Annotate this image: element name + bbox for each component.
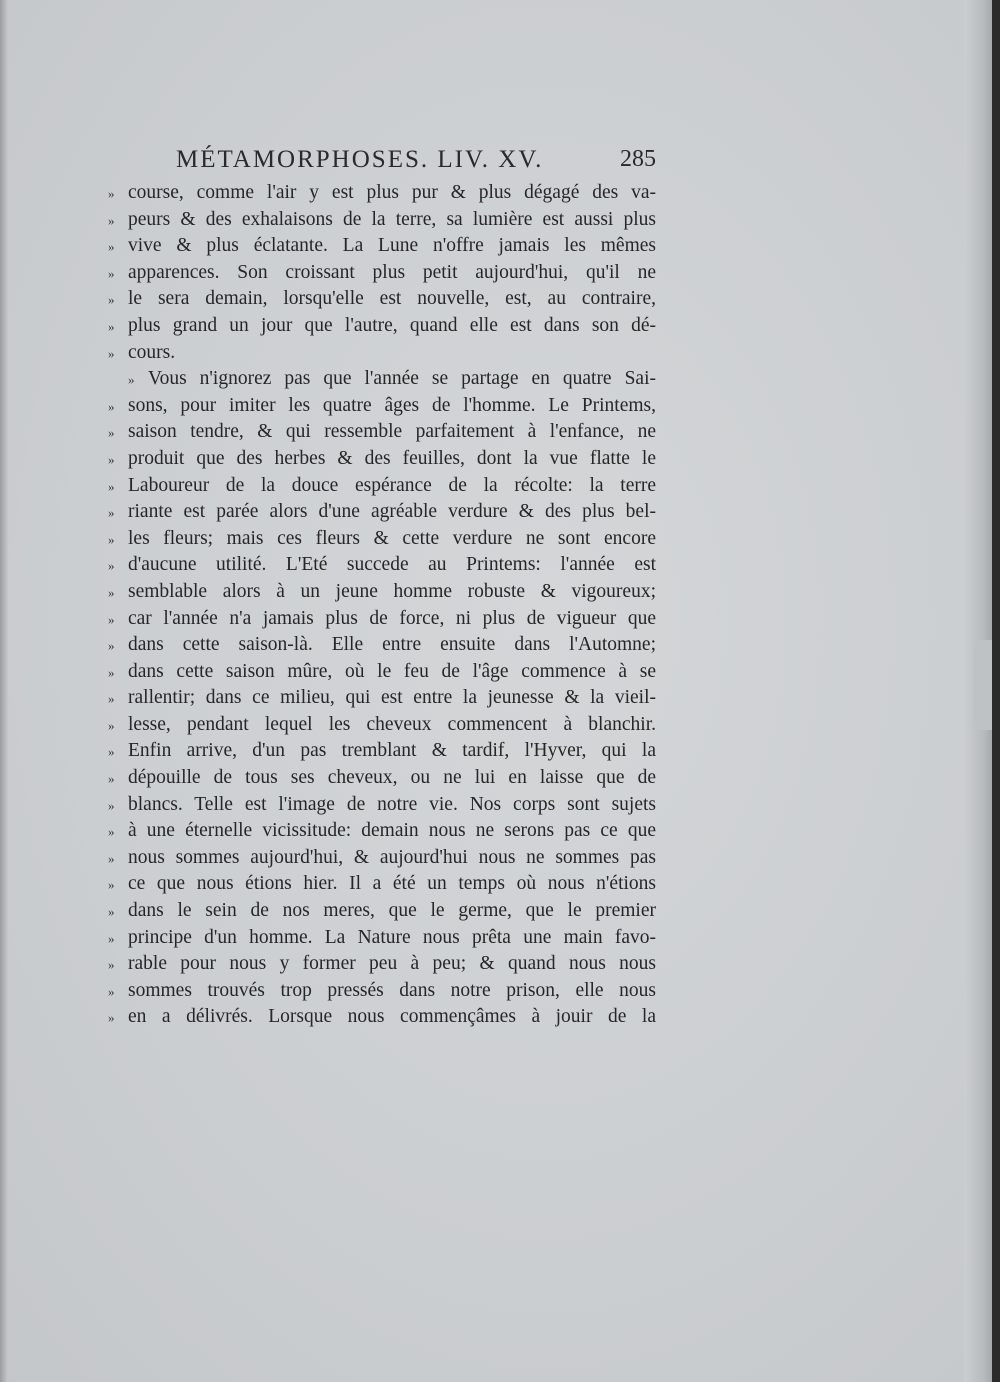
line-text: car l'année n'a jamais plus de force, ni plus de vigueur que <box>128 607 656 629</box>
line-text: rallentir; dans ce milieu, qui est entre la jeunesse & la vieil- <box>128 687 656 709</box>
quote-mark: » <box>108 318 115 334</box>
text-line <box>108 606 656 633</box>
quote-mark: » <box>108 451 115 467</box>
text-line <box>108 180 656 207</box>
text-line <box>108 473 656 500</box>
line-text: vive & plus éclatante. La Lune n'offre jamais les mêmes <box>128 235 656 257</box>
quote-mark: » <box>108 186 115 201</box>
text-line <box>108 313 656 340</box>
page-edge-notch <box>974 640 992 730</box>
text-line <box>108 685 656 712</box>
line-text: les fleurs; mais ces fleurs & cette verdure ne sont encore <box>128 527 656 549</box>
line-text: d'aucune utilité. L'Eté succede au Printems: l'année est <box>128 554 656 576</box>
text-line <box>108 659 656 686</box>
line-text: principe d'un homme. La Nature nous prêta une main favo- <box>128 926 656 948</box>
line-text: dans cette saison-là. Elle entre ensuite dans l'Automne; <box>128 634 656 656</box>
line-text: apparences. Son croissant plus petit aujourd'hui, qu'il ne <box>128 261 656 283</box>
text-line <box>108 552 656 579</box>
line-text: plus grand un jour que l'autre, quand elle est dans son dé- <box>128 314 656 336</box>
quote-mark: » <box>108 904 115 920</box>
text-line <box>108 419 656 446</box>
quote-mark: » <box>108 558 115 574</box>
text-line <box>108 898 656 925</box>
quote-mark: » <box>108 664 115 680</box>
body-text <box>108 180 656 1031</box>
text-line <box>108 526 656 553</box>
text-line <box>108 340 656 367</box>
line-text: dépouille de tous ses cheveux, ou ne lui en laisse que de <box>128 767 656 789</box>
quote-mark: » <box>128 372 135 388</box>
quote-mark: » <box>108 717 115 733</box>
quote-mark: » <box>108 505 115 521</box>
quote-mark: » <box>108 1010 115 1026</box>
line-text: cours. <box>128 341 176 363</box>
quote-mark: » <box>108 478 115 494</box>
line-text: semblable alors à un jeune homme robuste & vigoureux; <box>128 580 656 602</box>
quote-mark: » <box>108 877 115 893</box>
line-text: lesse, pendant lequel les cheveux commencent à blanchir. <box>128 713 656 735</box>
page-number: 285 <box>620 146 656 172</box>
text-line <box>108 871 656 898</box>
quote-mark: » <box>108 345 115 361</box>
line-text: Enfin arrive, d'un pas tremblant & tardif, l'Hyver, qui la <box>128 740 656 762</box>
quote-mark: » <box>108 797 115 813</box>
text-line <box>108 951 656 978</box>
line-text: dans le sein de nos meres, que le germe, que le premier <box>128 900 656 922</box>
running-title: MÉTAMORPHOSES. LIV. XV. <box>176 146 544 173</box>
quote-mark: » <box>108 744 115 760</box>
text-line <box>108 765 656 792</box>
line-text: le sera demain, lorsqu'elle est nouvelle, est, au contraire, <box>128 288 656 310</box>
line-text: dans cette saison mûre, où le feu de l'âge commence à se <box>128 660 656 682</box>
quote-mark: » <box>108 957 115 973</box>
line-text: saison tendre, & qui ressemble parfaitement à l'enfance, ne <box>128 421 656 443</box>
line-text: rable pour nous y former peu à peu; & quand nous nous <box>128 953 656 975</box>
text-line <box>108 393 656 420</box>
quote-mark: » <box>108 425 115 441</box>
line-text: ce que nous étions hier. Il a été un temps où nous n'étions <box>128 873 656 895</box>
line-text: peurs & des exhalaisons de la terre, sa lumière est aussi plus <box>128 208 656 230</box>
text-line <box>108 499 656 526</box>
quote-mark: » <box>108 691 115 707</box>
text-line <box>108 446 656 473</box>
line-text: produit que des herbes & des feuilles, dont la vue flatte le <box>128 447 656 469</box>
line-text: riante est parée alors d'une agréable verdure & des plus bel- <box>128 501 656 523</box>
line-text: à une éternelle vicissitude: demain nous ne serons pas ce que <box>128 820 656 842</box>
quote-mark: » <box>108 239 115 255</box>
text-line <box>108 207 656 234</box>
text-line <box>108 712 656 739</box>
line-text: en a délivrés. Lorsque nous commençâmes à jouir de la <box>128 1006 656 1028</box>
quote-mark: » <box>108 292 115 308</box>
line-text: blancs. Telle est l'image de notre vie. Nos corps sont sujets <box>128 793 656 815</box>
text-line <box>108 579 656 606</box>
text-line <box>108 233 656 260</box>
quote-mark: » <box>108 584 115 600</box>
quote-mark: » <box>108 212 115 228</box>
line-text: course, comme l'air y est plus pur & plus dégagé des va- <box>128 182 656 203</box>
line-text: Vous n'ignorez pas que l'année se partage en quatre Sai- <box>148 368 656 390</box>
text-line <box>108 260 656 287</box>
text-line <box>108 925 656 952</box>
text-line <box>108 1004 656 1031</box>
text-line <box>108 845 656 872</box>
page-gutter-shadow <box>0 0 8 1382</box>
quote-mark: » <box>108 638 115 654</box>
text-line <box>108 366 656 393</box>
text-line <box>108 978 656 1005</box>
text-line <box>108 818 656 845</box>
text-line <box>108 632 656 659</box>
quote-mark: » <box>108 611 115 627</box>
quote-mark: » <box>108 265 115 281</box>
line-text: sommes trouvés trop pressés dans notre prison, elle nous <box>128 979 656 1001</box>
quote-mark: » <box>108 824 115 840</box>
quote-mark: » <box>108 983 115 999</box>
quote-mark: » <box>108 398 115 414</box>
text-line <box>108 792 656 819</box>
text-line <box>108 286 656 313</box>
page-header <box>176 146 656 182</box>
line-text: Laboureur de la douce espérance de la récolte: la terre <box>128 474 656 496</box>
line-text: nous sommes aujourd'hui, & aujourd'hui nous ne sommes pas <box>128 846 656 868</box>
quote-mark: » <box>108 531 115 547</box>
text-line <box>108 738 656 765</box>
line-text: sons, pour imiter les quatre âges de l'homme. Le Printems, <box>128 394 656 416</box>
quote-mark: » <box>108 930 115 946</box>
quote-mark: » <box>108 771 115 787</box>
quote-mark: » <box>108 850 115 866</box>
